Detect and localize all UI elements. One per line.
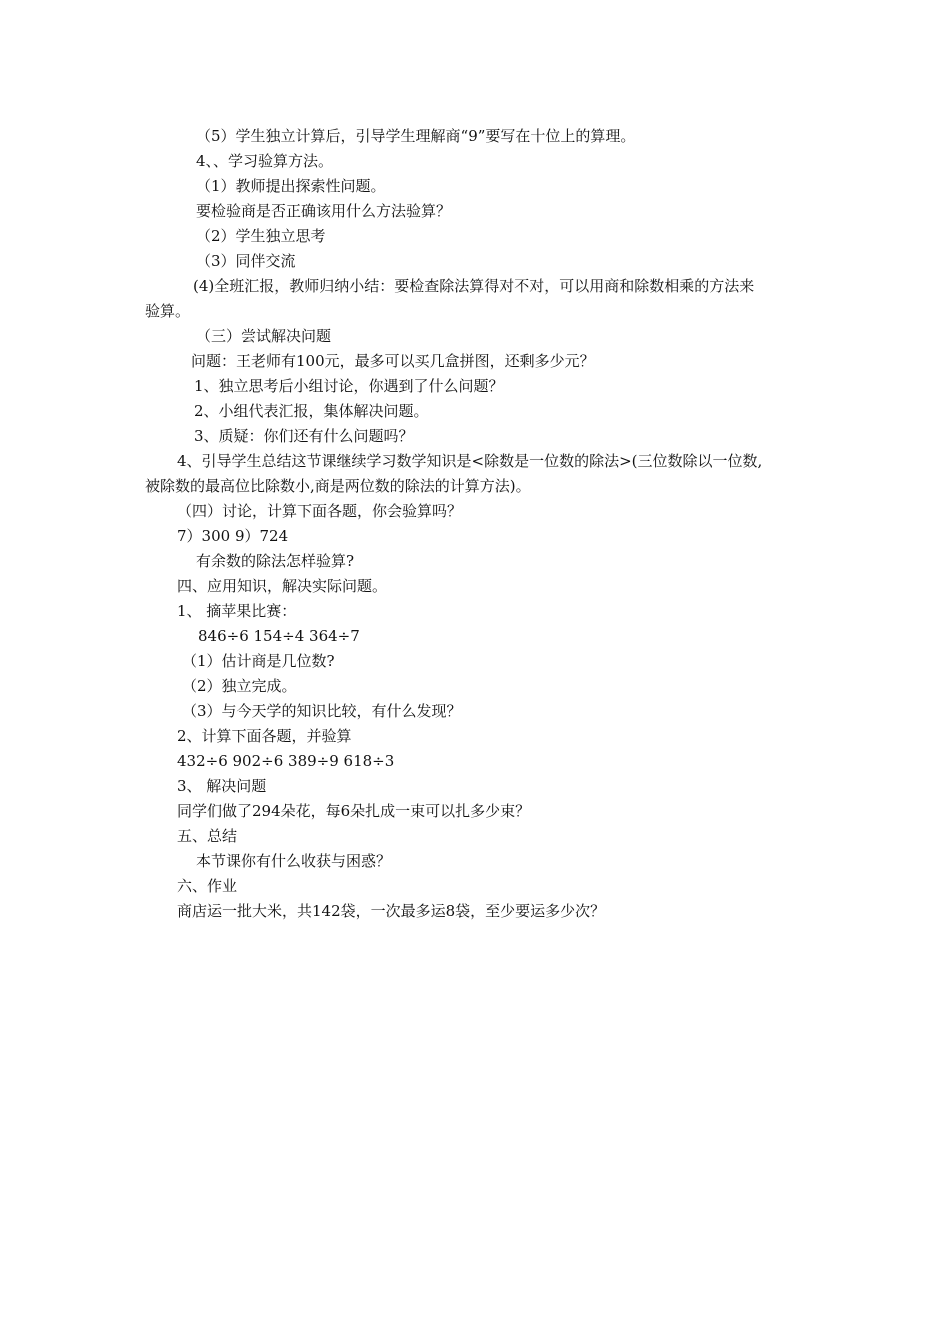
text-line: 五、总结	[177, 827, 238, 845]
text-line: 要检验商是否正确该用什么方法验算？	[196, 202, 452, 220]
text-line: （2）独立完成。	[182, 677, 297, 695]
text-line: 3、 解决问题	[177, 777, 267, 795]
text-line: 同学们做了294朵花，每6朵扎成一束可以扎多少束？	[177, 802, 531, 820]
text-line: (4)全班汇报，教师归纳小结：要检查除法算得对不对，可以用商和除数相乘的方法来	[193, 277, 755, 295]
text-line: 本节课你有什么收获与困惑？	[196, 852, 392, 870]
text-line: 2、小组代表汇报，集体解决问题。	[194, 402, 429, 420]
text-line: （三）尝试解决问题	[196, 327, 332, 345]
text-line: 商店运一批大米，共142袋，一次最多运8袋，至少要运多少次？	[177, 902, 606, 920]
text-line: 有余数的除法怎样验算?	[196, 552, 355, 570]
text-line: 432÷6 902÷6 389÷9 618÷3	[177, 752, 395, 770]
text-line: 7）300 9）724	[177, 527, 289, 545]
text-line: 四、应用知识，解决实际问题。	[177, 577, 388, 595]
text-line: 1、独立思考后小组讨论，你遇到了什么问题？	[194, 377, 504, 395]
text-line: 问题：王老师有100元，最多可以买几盒拼图，还剩多少元？	[191, 352, 595, 370]
text-line: 被除数的最高位比除数小,商是两位数的除法的计算方法)。	[145, 477, 531, 495]
text-line: 1、 摘苹果比赛：	[177, 602, 297, 620]
text-line: 846÷6 154÷4 364÷7	[198, 627, 360, 645]
text-line: （1）估计商是几位数?	[182, 652, 335, 670]
text-line: 验算。	[145, 302, 191, 320]
text-line: （四）讨论，计算下面各题，你会验算吗？	[177, 502, 463, 520]
text-line: （3）同伴交流	[196, 252, 296, 270]
text-line: 2、计算下面各题，并验算	[177, 727, 352, 745]
text-line: （1）教师提出探索性问题。	[196, 177, 386, 195]
text-line: 4、、学习验算方法。	[196, 152, 334, 170]
text-line: （2）学生独立思考	[196, 227, 326, 245]
text-line: （5）学生独立计算后，引导学生理解商“9”要写在十位上的算理。	[196, 127, 636, 145]
text-line: （3）与今天学的知识比较，有什么发现？	[182, 702, 462, 720]
text-line: 4、引导学生总结这节课继续学习数学知识是<除数是一位数的除法>(三位数除以一位数,	[177, 452, 763, 470]
text-line: 六、作业	[177, 877, 238, 895]
text-line: 3、质疑：你们还有什么问题吗？	[194, 427, 414, 445]
